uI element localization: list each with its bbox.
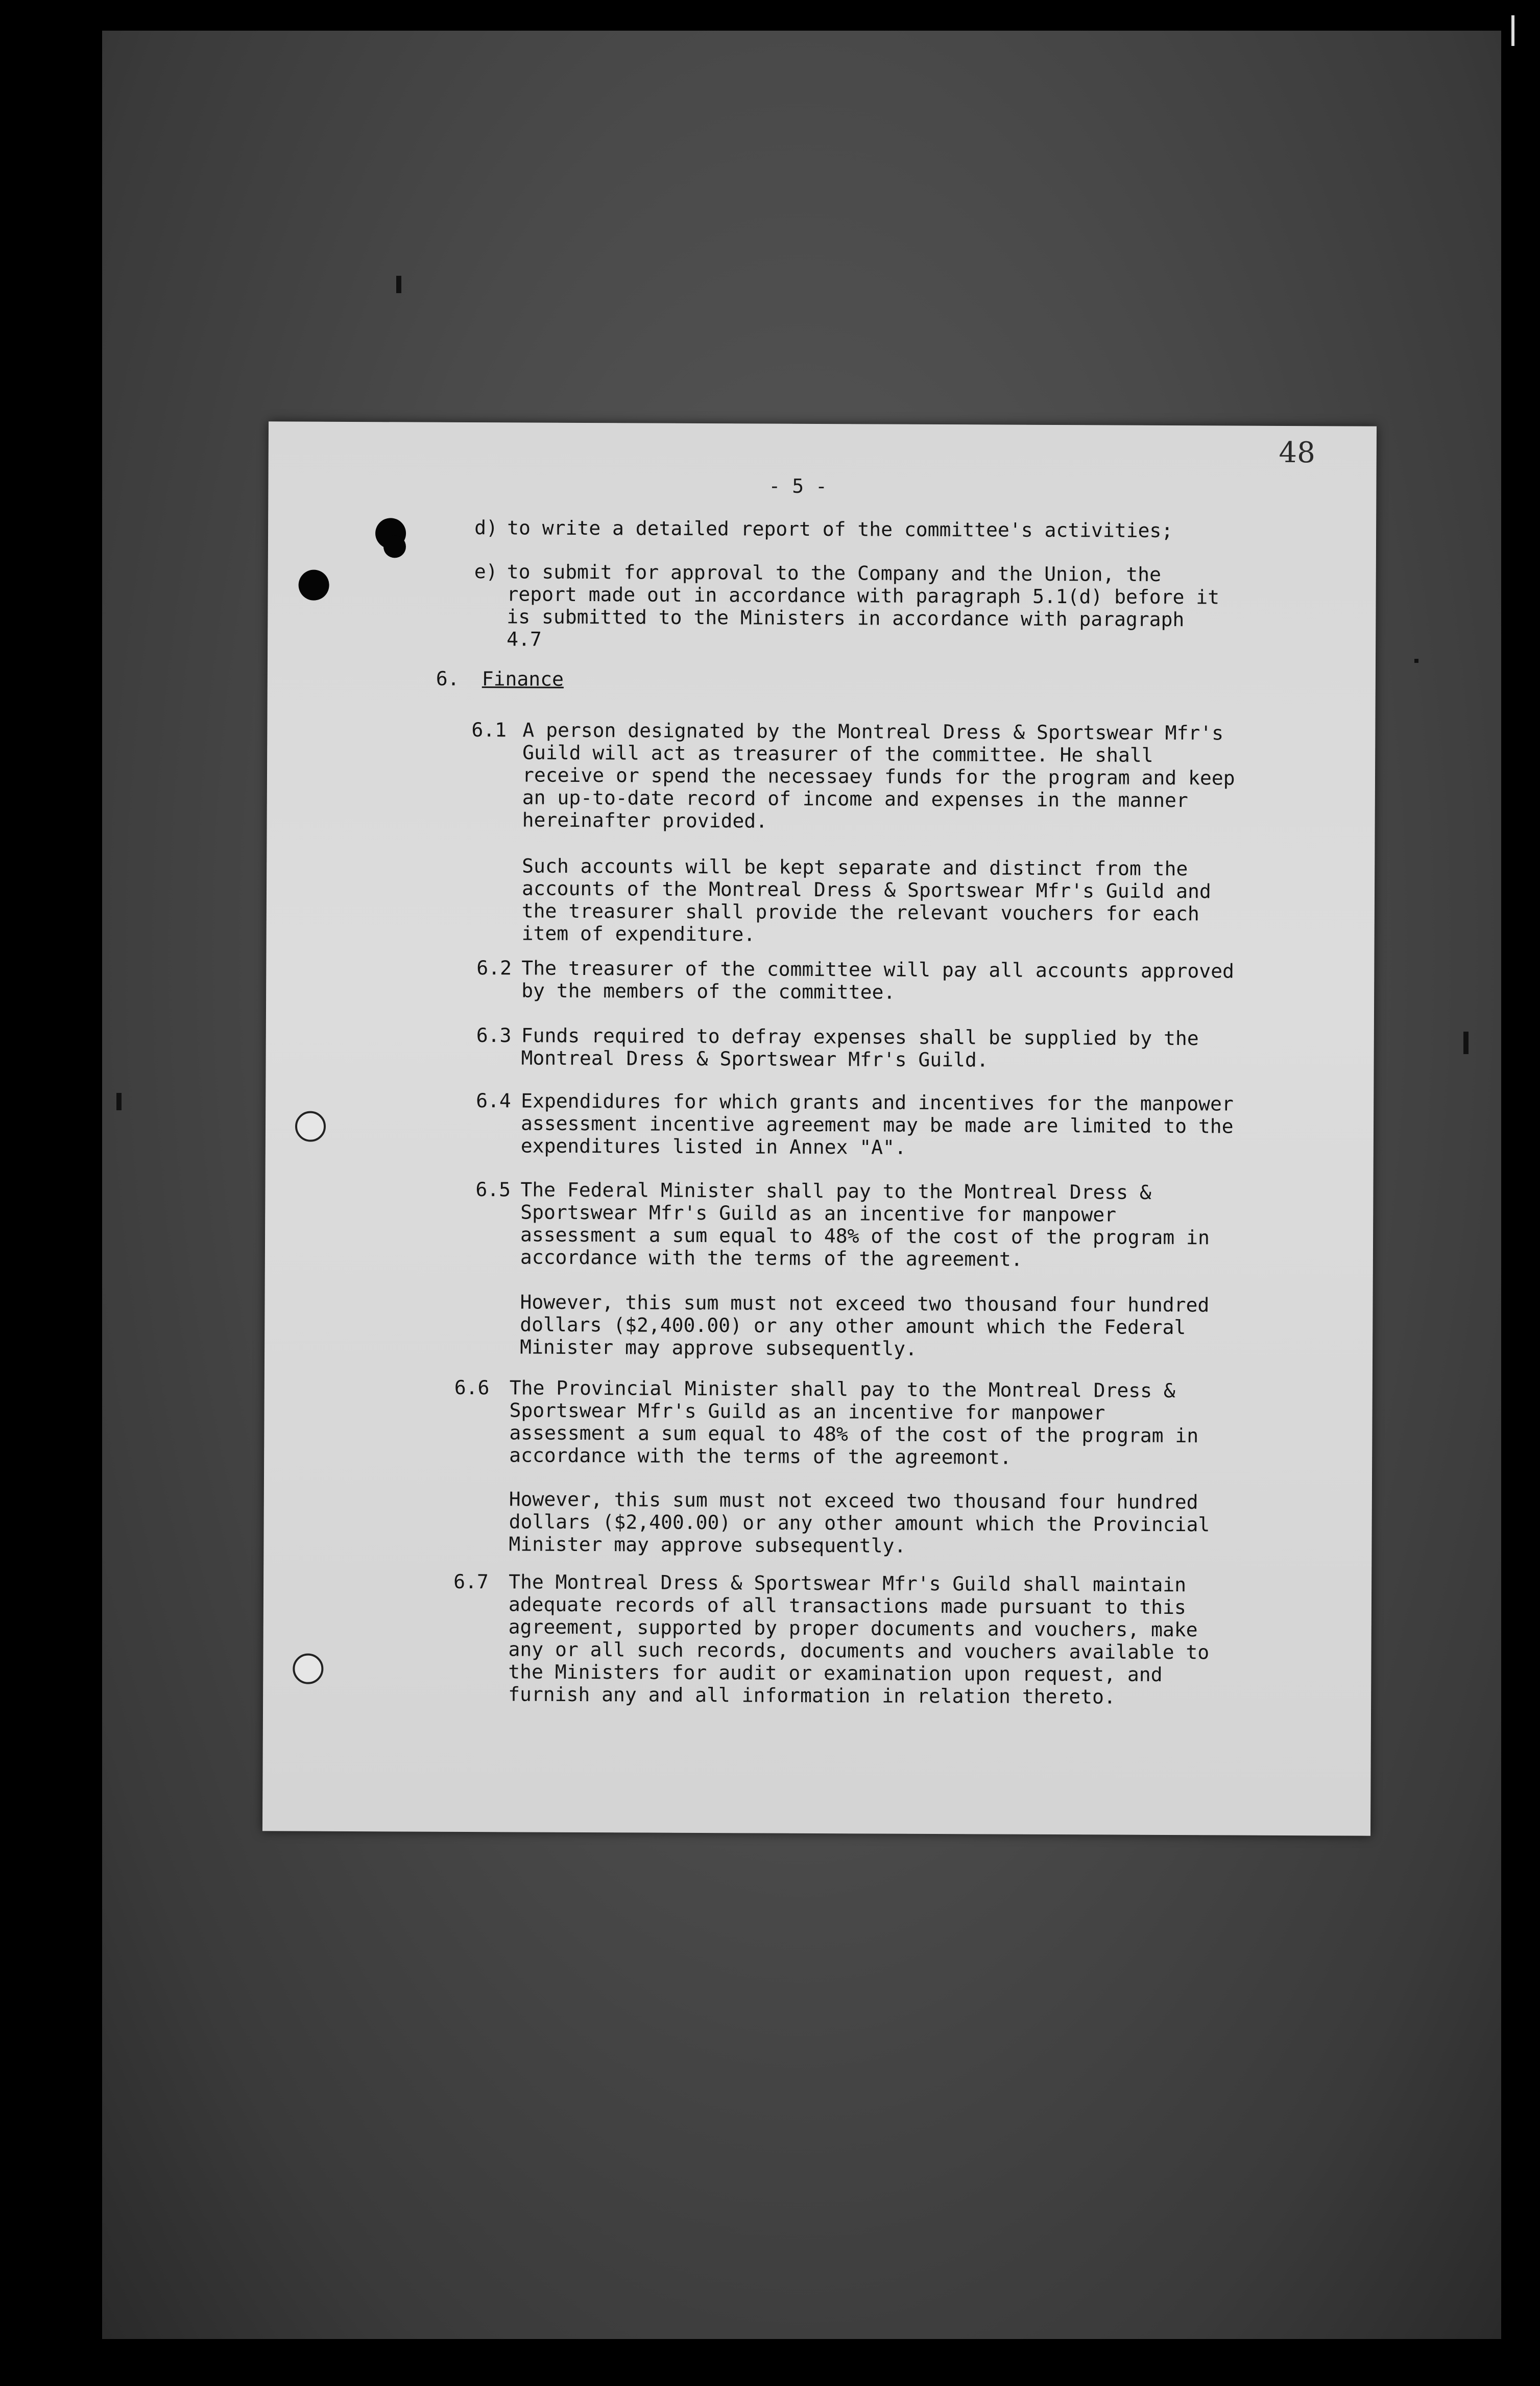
- speck: [396, 276, 401, 293]
- clause-paragraph: The treasurer of the committee will pay all accounts approved by the members of the committee.: [521, 957, 1235, 1004]
- clause-paragraph: The Federal Minister shall pay to the Montreal Dress & Sportswear Mfr's Guild as an incentive for manpower assessment a sum equal to 48% of the cost of the program in accordance with the terms of the agreement.: [520, 1178, 1210, 1271]
- clause-paragraph: Funds required to defray expenses shall be supplied by the Montreal Dress & Sportswear Mfr's Guild.: [521, 1024, 1199, 1071]
- clause-paragraph: The Montreal Dress & Sportswear Mfr's Guild shall maintain adequate records of all transactions made pursuant to this agreement, supported by proper documents and vouchers, make any or all such records, documents and vouchers available to the Ministers for audit or examination upon request, and furnish any and all information in relation thereto.: [508, 1570, 1210, 1708]
- speck: [1463, 1032, 1469, 1054]
- clause-paragraph: The Provincial Minister shall pay to the Montreal Dress & Sportswear Mfr's Guild as an incentive for manpower assessment a sum equal to 48% of the cost of the program in accordance with the terms of the agreemont.: [509, 1376, 1199, 1469]
- speck: [1414, 659, 1418, 663]
- clause-label: 6.3: [476, 1024, 512, 1047]
- section-title: Finance: [482, 667, 564, 690]
- item-d-label: d): [474, 516, 498, 539]
- item-e-label: e): [474, 560, 498, 583]
- clause-paragraph: Such accounts will be kept separate and distinct from the accounts of the Montreal Dress & Sportswear Mfr's Guild and the treasurer shall provide the relevant vouchers for each item of expenditure.: [521, 854, 1211, 946]
- clause-label: 6.1: [471, 719, 507, 742]
- item-e-text: to submit for approval to the Company and the Union, the report made out in accordance with paragraph 5.1(d) before it is submitted to the Ministers in accordance with paragraph 4.7: [507, 560, 1220, 651]
- sheet-number: 48: [1279, 436, 1315, 470]
- punch-hole-middle: [295, 1111, 326, 1142]
- clause-paragraph: However, this sum must not exceed two thousand four hundred dollars ($2,400.00) or any other amount which the Provincial Minister may approve subsequently.: [509, 1488, 1210, 1557]
- clause-paragraph: However, this sum must not exceed two thousand four hundred dollars ($2,400.00) or any other amount which the Federal Minister may approve subsequently.: [520, 1291, 1210, 1360]
- clause-label: 6.6: [454, 1376, 490, 1399]
- speck: [116, 1093, 122, 1110]
- clause-paragraph: A person designated by the Montreal Dress & Sportswear Mfr's Guild will act as treasurer of the committee. He shall receive or spend the necessaey funds for the program and keep an up-to-date record of income and expenses in the manner hereinafter provided.: [522, 719, 1235, 832]
- punch-hole-bottom: [293, 1654, 323, 1684]
- film-edge-mark: [1511, 15, 1514, 46]
- section-number: 6.: [436, 667, 460, 690]
- clause-label: 6.2: [476, 957, 512, 980]
- clause-paragraph: Expendidures for which grants and incentives for the manpower assessment incentive agreement may be made are limited to the expenditures listed in Annex "A".: [520, 1089, 1234, 1159]
- clause-label: 6.5: [475, 1178, 511, 1201]
- document-page: [262, 421, 1377, 1835]
- item-d-text: to write a detailed report of the committee's activities;: [507, 516, 1173, 542]
- page-number: - 5 -: [768, 474, 827, 498]
- punch-hole-top-3: [299, 570, 329, 601]
- clause-label: 6.7: [453, 1570, 489, 1593]
- clause-label: 6.4: [476, 1089, 511, 1112]
- punch-hole-top-2: [383, 535, 406, 558]
